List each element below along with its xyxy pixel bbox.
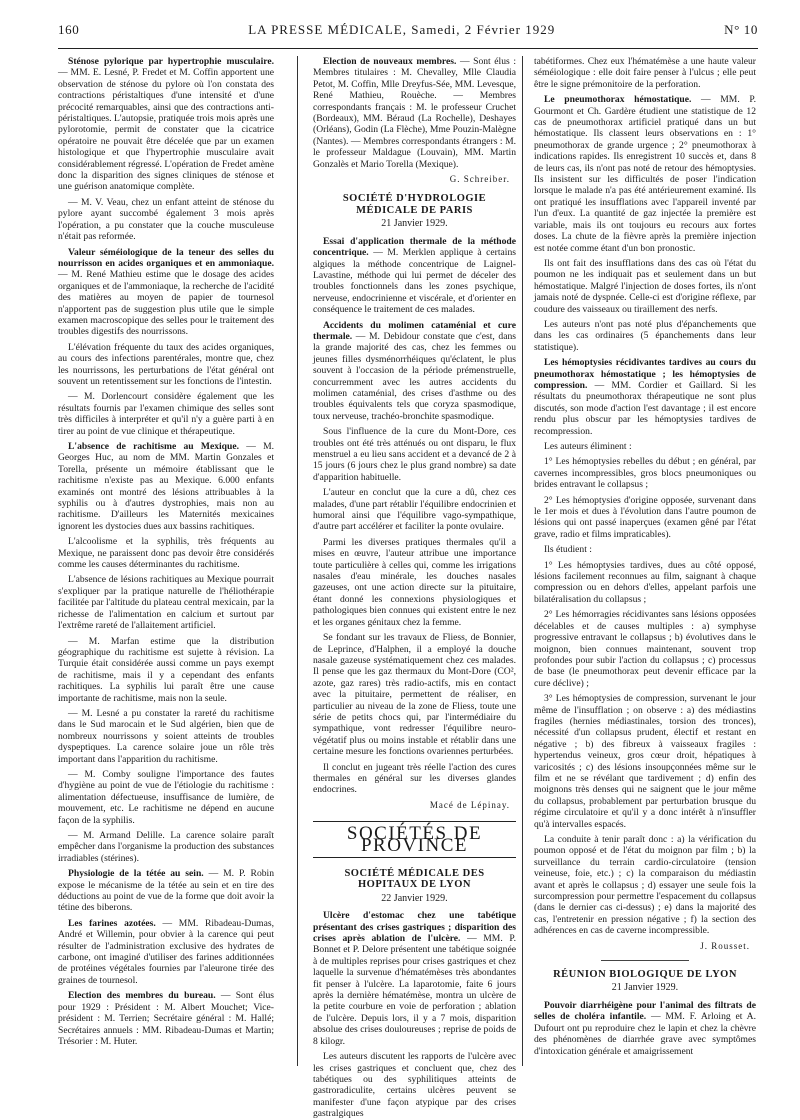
paragraph: [534, 94, 756, 254]
paragraph: — M. Dorlencourt considère également que les résultats fournis par l'examen chimique des selles sont très difficiles à interpréter et qu'il n'y a guère parti à en tirer au point de vue clinique et thérapeutique.: [58, 391, 274, 437]
divider: [601, 960, 690, 961]
paragraph: — M. Armand Delille. La carence solaire paraît empêcher dans l'organisme la production des substances irradiables (stérines).: [58, 830, 274, 864]
page-header: [58, 22, 758, 49]
signature: Macé de Lépinay.: [429, 799, 510, 810]
paragraph: [534, 357, 756, 437]
paragraph-body: — MM. Ribadeau-Dumas, André et Willemin, pour obvier à la carence qui peut résulter de l'administration exclusive des hydrates de carbone, ont imaginé d'utiliser des farines additionnées de protéines végétales fournies par l'aleurone tirée des graines de tournesol.: [58, 917, 274, 986]
paragraph: — M. Lesné a pu constater la rareté du rachitisme dans le Sud marocain et le Sud algérien, bien que de nombreux nourrissons y soient atteints de troubles dyspeptiques. La carence solaire joue un rôle très important dans l'apparition du rachitisme.: [58, 707, 274, 765]
paragraph-title: Pouvoir diarrhéigène pour l'animal des filtrats de selles de choléra infantile.: [534, 999, 756, 1023]
paragraph-title: Physiologie de la tétée au sein.: [68, 868, 204, 880]
paragraph-body: — MM. Cordier et Gaillard. Si les résultats du pneumothorax thérapeutique ne sont plus discutés, son mode d'action l'est davantage ; il est encore rendu plus obscur par les hémoptysies tardives de recompression.: [534, 379, 756, 437]
signature: G. Schreiber.: [449, 174, 510, 185]
paragraph-title: Les hémoptysies récidivantes tardives au cours du pneumothorax hémostatique ; les hémoptysies de compression.: [534, 357, 756, 391]
paragraph-title: Sténose pylorique par hypertrophie musculaire.: [68, 56, 274, 67]
paragraph: [58, 441, 274, 532]
paragraph: Il conclut en jugeant très réelle l'action des cures thermales en général sur les diverses glandes endocrines.: [313, 761, 516, 796]
section-date: 21 Janvier 1929.: [381, 218, 448, 230]
paragraph: [58, 990, 274, 1047]
paragraph: [58, 247, 274, 338]
paragraph: Ils ont fait des insufflations dans des cas où l'état du poumon ne les indiquait pas et seulement dans un but hémostatique. Malgré l'injection de doses fortes, ils n'ont jamais noté de dyspnée. Celle-ci est d'origine réflexe, par coudure des vaisseaux ou tiraillement des nerfs.: [534, 257, 756, 315]
paragraph-body: — MM. F. Arloing et A. Dufourt ont pu reproduire chez le lapin et chez la chèvre des phénomènes de diarrhée grave avec symptômes d'intoxication générale et amaigrissement: [534, 1011, 756, 1057]
paragraph: Ils étudient :: [544, 544, 592, 556]
paragraph: Parmi les diverses pratiques thermales qu'il a mises en œuvre, l'auteur attribue une importance toute particulière à celles qui, comme les irrigations nasales d'eau minérale, les douches nasales gazeuses, ont une action directe sur la pituitaire, étant donné les connexions physiologiques et pathologiques bien connues qui existent entre le nez et les organes génitaux chez la femme.: [313, 536, 516, 628]
paragraph-title: Ulcère d'estomac chez une tabétique présentant des crises gastriques ; disparition des crises après ablation de l'ulcère.: [313, 910, 516, 945]
paragraph: 1° Les hémoptysies rebelles du début ; en général, par cavernes incompressibles, gros blocs pneumoniques ou brides entravant le collapsus ;: [534, 456, 756, 491]
column-3: [534, 56, 756, 1066]
paragraph: 1° Les hémoptysies tardives, dues au côté opposé, lésions facilement reconnues au film, saignant à chaque compression ou en dehors d'elles, appelant parfois une bilatéralisation du collapsus ;: [534, 559, 756, 605]
paragraph-title: Les farines azotées.: [68, 917, 156, 929]
paragraph-body: — Sont élus : Membres titulaires : M. Chevalley, Mlle Claudia Petot, M. Coffin, Mlle Dreyfus-Sée, MM. Levesque, René Mathieu, Rouèche. — Membres correspondants français : M. le professeur Cruchet (Bordeaux), MM. Béraud (La Rochelle), Deshayes (Orléans), Godin (La Flèche), Mme Pouzin-Malègne (Nantes). — Membres correspondants étrangers : M. le professeur Maldague (Louvain), MM. Martin Gonzalès et Mario Torella (Mexique).: [313, 56, 516, 170]
issue-number: N° 10: [724, 22, 758, 37]
section-title: SOCIÉTÉ MÉDICALE DES HOPITAUX DE LYON: [344, 868, 485, 891]
paragraph: L'élévation fréquente du taux des acides organiques, au cours des infections parentérales, montre que, chez les nourrissons, les perturbations de l'état général ont souvent un retentissement sur les fonctions de l'intestin.: [58, 341, 274, 387]
paragraph: tabétiformes. Chez eux l'hématémèse a une haute valeur séméiologique : elle doit faire penser à l'ulcus ; elle peut être le signe prémonitoire de la perforation.: [534, 56, 756, 90]
column-divider: [522, 56, 523, 1066]
paragraph: Les auteurs discutent les rapports de l'ulcère avec les crises gastriques et concluent que, chez des tabétiques ou des syphilitiques atteints de gastroradiculite, certains ulcères peuvent se manifester d'une façon atypique par des crises gastralgiques: [313, 1051, 516, 1120]
paragraph: Les auteurs éliminent :: [544, 441, 632, 452]
paragraph: La conduite à tenir paraît donc : a) la vérification du poumon opposé et de l'état du moignon par film ; b) la surveillance du terrain cardio-circulatoire (tension veineuse, foie, etc.) ; c) la comparaison du médiastin avant et après le collapsus ; d) essayer une seule fois la surcompression pour permettre l'espacement du collapsus (dans le dernier cas ci-dessus) ; e) dans la majorité des cas, l'entretenir en pression négative ; f) la section des adhérences en cas de caverne incompressible.: [534, 834, 756, 937]
paragraph: 2° Les hémorragies récidivantes sans lésions opposées décelables et de causes multiples : a) symphyse progressive entravant le collapsus ; b) évolutives dans le moignon, bien connues maintenant, souvent trop profondes pour subir l'action du collapsus ; c) processus de base (le pneumothorax peut devenir efficace par la cure déclive) ;: [534, 609, 756, 689]
paragraph: 3° Les hémoptysies de compression, survenant le jour même de l'insufflation ; on observe : a) des médiastins fragiles (hernies médiastinales, torsion des tronces), nécessité d'un collapsus prudent, électif et restant en négative ; b) des fibreux à vaisseaux fragiles : hypertendus veineux, gros cœur droit, hépatiques à varicosités ; c) des lésions insoupçonnées même sur le film et ne se révélant que tardivement ; d) enfin des moignons très denses qui ne saignent que le jour même du collapsus, probablement par perturbation brusque du régime circulatoire et qu'il y a donc intérêt à n'insuffler qu'à intervalles espacés.: [534, 693, 756, 830]
section-title: SOCIÉTÉ D'HYDROLOGIE MÉDICALE DE PARIS: [342, 193, 487, 216]
paragraph-body: — MM. E. Lesné, P. Fredet et M. Coffin apportent une observation de sténose du pylore où l'on constata des contractions péristaltiques d'une intensité et d'une précocité remarquables, ainsi que des contractions anti-péristaltiques. L'autopsie, pratiquée trois mois après une pylorotomie, permit de constater que la cicatrice opératoire ne pouvait être décelée que par un examen histologique et que l'hypertrophie musculaire avait considérablement régressé. L'opération de Fredet amène donc la disparition des signes cliniques de sténose et une guérison anatomique complète.: [58, 67, 274, 193]
paragraph-body: — M. P. Robin expose le mécanisme de la tétée au sein et en tire des déductions au point de vue de la forme que doit avoir la tétine des biberons.: [58, 868, 274, 914]
paragraph: Les auteurs n'ont pas noté plus d'épanchements que dans les cas ordinaires (5 épanchements dans leur statistique).: [534, 318, 756, 353]
column-1: [58, 56, 274, 1066]
paragraph: [534, 1000, 756, 1057]
paragraph: [313, 910, 516, 1047]
paragraph: [58, 56, 274, 193]
column-2: [313, 56, 516, 1120]
paragraph-title: Le pneumothorax hémostatique.: [544, 94, 692, 106]
paragraph-title: Election de nouveaux membres.: [323, 56, 457, 67]
paragraph-body: — MM. P. Bonnet et P. Delore présentent une tabétique soignée à de multiples reprises pour crises gastriques et chez laquelle la survenue d'hématémèses très abondantes fit penser à l'ulcère. La laparotomie, faite 6 jours après la dernière hématémèse, montra un ulcère de la petite courbure en voie de perforation ; ablation de l'ulcère. Depuis lors, il y a 7 mois, disparition absolue des crises douloureuses ; reprise de poids de 8 kilogr.: [313, 933, 516, 1047]
big-section-title: SOCIÉTÉS DE PROVINCE: [313, 821, 516, 858]
paragraph-title: Election des membres du bureau.: [68, 990, 216, 1002]
section-date: 21 Janvier 1929.: [611, 982, 679, 994]
paragraph-body: — Sont élus pour 1929 : Président : M. Albert Mouchet; Vice-président : M. Terrien; Secrétaire général : M. Hallé; Secrétaires annuels : MM. Ribadeau-Dumas et Martin; Trésorier : M. Huter.: [58, 990, 274, 1047]
column-divider: [297, 56, 298, 1066]
journal-title: LA PRESSE MÉDICALE, Samedi, 2 Février 1929: [248, 22, 556, 37]
paragraph-title: L'absence de rachitisme au Mexique.: [68, 441, 239, 452]
paragraph: — M. Comby souligne l'importance des fautes d'hygiène au point de vue de l'étiologie du rachitisme : alimentation défectueuse, insuffisance de lumière, de mouvement, etc. Le rachitisme ne dépend en aucune façon de la syphilis.: [58, 768, 274, 826]
paragraph: [58, 868, 274, 914]
paragraph-body: — M. Merklen applique à certains algiques la méthode concentrique de Laignel-Lavastine, méthode qui lui permet de déceler des troubles fonctionnels dans les zones psychique, nerveuse, endocrinienne et viscérale, et d'orienter en conséquence le traitement de ces malades.: [313, 247, 516, 316]
paragraph-body: — M. René Mathieu estime que le dosage des acides organiques et de l'ammoniaque, la recherche de l'acidité des matières au moyen de papier de tournesol n'apportent pas de suggestion plus utile que le simple examen macroscopique des selles pour le traitement des troubles digestifs des nourrissons.: [58, 269, 274, 338]
paragraph: — M. V. Veau, chez un enfant atteint de sténose du pylore ayant succombé également 3 mois après l'opération, a pu constater que la couche musculeuse n'était pas reformée.: [58, 196, 274, 243]
paragraph: 2° Les hémoptysies d'origine opposée, survenant dans le 1er mois et dues à l'évolution dans l'autre poumon de lésions qui ont passé inaperçues (examen gêné par l'état grave, radio et films impraticables).: [534, 494, 756, 540]
paragraph-title: Essai d'application thermale de la méthode concentrique.: [313, 235, 516, 259]
section-title: RÉUNION BIOLOGIQUE DE LYON: [553, 969, 737, 981]
paragraph: [313, 236, 516, 316]
signature: J. Rousset.: [700, 940, 750, 951]
paragraph: L'alcoolisme et la syphilis, très fréquents au Mexique, ne paraissent donc pas devoir être considérés comme les causes déterminantes du rachitisme.: [58, 536, 274, 571]
paragraph-title: Accidents du molimen cataménial et cure thermale.: [313, 319, 516, 342]
paragraph-body: — M. Georges Huc, au nom de MM. Martin Gonzales et Torella, présente un mémoire établissant que le rachitisme n'existe pas au Mexique. 6.000 enfants examinés ont montré des lésions attribuables à la syphilis ou à d'autres dystrophies, mais non au rachitisme. D'ailleurs les Maternités mexicaines ignorent les dystocies dues aux bassins rachitiques.: [58, 441, 275, 532]
paragraph: L'auteur en conclut que la cure a dû, chez ces malades, d'une part rétablir l'équilibre endocrinien et humoral ainsi que l'équilibre vago-sympathique, d'autre part accélérer et faciliter la ponte ovulaire.: [313, 487, 516, 533]
paragraph: [58, 918, 274, 986]
page-number: 160: [58, 22, 80, 37]
paragraph-body: — MM. P. Gourmont et Ch. Gardère étudient une statistique de 12 cas de pneumothorax artificiel pratiqué dans un but hémostatique. Ils classent leurs observations en : 1° pneumothorax de grande urgence ; 2° pneumothorax à indications rapides. Ils enregistrent 10 succès et, dans 8 de leurs cas, ils n'ont pas noté de retour des hémoptysies. Ils insistent sur les difficultés de poser l'indication lorsque le malade n'a pas été antérieurement examiné. Ils ont pratiqué les insufflations avec l'appareil inventé par l'un d'eux. La quantité de gaz injectée la première est variable, mais ils ont toujours eu recours aux fortes doses. La chute de la fièvre après la première injection est notée comme étant d'un bon pronostic.: [534, 94, 756, 254]
paragraph: [313, 56, 516, 170]
section-date: 22 Janvier 1929.: [381, 892, 448, 904]
paragraph-body: — M. Debidour constate que c'est, dans la grande majorité des cas, chez les femmes ou jeunes filles dysménorrhéiques qu'éclatent, le plus souvent à l'occasion de la période prémenstruelle, concurremment avec les autres accidents du molimen cataménial, des crises d'asthme ou des troubles équivalents tels que coryza spasmodique, toux nerveuse, trachéo-bronchite spasmodique.: [313, 330, 516, 422]
paragraph: Se fondant sur les travaux de Fliess, de Bonnier, de Leprince, d'Halphen, il a employé la douche nasale gazeuse systématiquement chez ces malades. Il pense que les gaz thermaux du Mont-Dore (CO², azote, gaz rares) très radio-actifs, mis en contact avec la pituitaire, permettent de réaliser, en particulier au niveau de la zone de Fliess, toute une série de petits chocs qui, par l'intermédiaire du sympathique, vont redresser l'équilibre neuro-végétatif plus ou moins instable et rétablir dans une certaine mesure les fonctions ovariennes perturbées.: [313, 632, 516, 758]
paragraph: — M. Marfan estime que la distribution géographique du rachitisme est sujette à révision. La Turquie était considérée aussi comme un pays exempt de rachitisme, mais il y a cependant des enfants rachitiques. La syphilis lui paraît être une cause importante de rachitisme, mais non la seule.: [58, 635, 274, 704]
paragraph: [313, 320, 516, 423]
paragraph-title: Valeur séméiologique de la teneur des selles du nourrisson en acides organiques et en ammoniaque.: [58, 246, 274, 269]
paragraph: L'absence de lésions rachitiques au Mexique pourrait s'expliquer par la pratique naturelle de l'héliothérapie facilitée par l'altitude du plateau central mexicain, par la richesse de l'alimentation en calcium et surtout par l'extrême rareté de l'allaitement artificiel.: [58, 574, 274, 632]
paragraph: Sous l'influence de la cure du Mont-Dore, ces troubles ont été très atténués ou ont disparu, le flux menstruel a eu lieu sans accident et a devancé de 2 à 15 jours (6 jours chez le plus grand nombre) sa date d'apparition habituelle.: [313, 426, 516, 483]
